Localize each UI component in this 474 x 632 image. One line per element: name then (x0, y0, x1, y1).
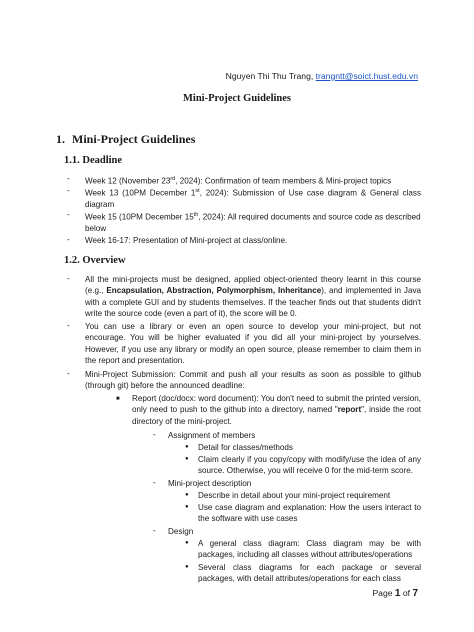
detail-item: Detail for classes/methods (198, 443, 293, 452)
detail-item: Several class diagrams for each package or several packages, with detail attributes/operations for each class (198, 563, 421, 584)
deadline-item: Week 15 (10PM December 15th, 2024): All required documents and source code as described below (85, 212, 421, 233)
bullet-dash: - (67, 210, 70, 219)
bullet-dash: - (67, 321, 70, 330)
bullet-dot: ● (185, 492, 189, 498)
overview-paragraph: Mini-Project Submission: Commit and push all your results as soon as possible to github (through git) before the announced deadline: (85, 370, 421, 391)
bullet-dash: - (153, 526, 156, 535)
overview-paragraph: All the mini-projects must be designed, applied object-oriented theory learnt in this course (e.g., Encapsulation, Abstraction, Polymorphism, Inheritance), and implemented in Java with a complete GUI and by students themselves. If the teacher finds out that students didn't write the source code (even a part of it), the score will be 0. (85, 275, 421, 318)
detail-item: Use case diagram and explanation: How the users interact to the software with use cases (198, 503, 421, 524)
bullet-dash: - (67, 174, 70, 183)
bullet-dash: - (67, 274, 70, 283)
section-title: Mini-Project Guidelines (72, 132, 196, 146)
bullet-dot: ● (185, 504, 189, 510)
subsection-item: Mini-project description (168, 479, 252, 488)
bullet-dash: - (67, 235, 70, 244)
author-name: Nguyen Thi Thu Trang, (225, 71, 314, 81)
bullet-dot: ● (185, 444, 189, 450)
overview-heading: 1.2. Overview (64, 255, 126, 266)
deadline-item: Week 12 (November 23rd, 2024): Confirmation of team members & Mini-project topics (85, 176, 392, 186)
author-line (226, 71, 418, 81)
bullet-dash: - (153, 430, 156, 439)
overview-paragraph: You can use a library or even an open source to develop your mini-project, but not encourage. You will be higher evaluated if you did all your mini-project by yourselves. However, if you use any library or modify an open source, please remember to claim them in the report and presentation. (85, 322, 421, 365)
bullet-dash: - (67, 186, 70, 195)
bullet-dot: ● (185, 564, 189, 570)
page-number: Page 1 of 7 (372, 588, 418, 599)
bullet-dash: - (153, 478, 156, 487)
subsection-item: Assignment of members (168, 431, 256, 440)
detail-item: Describe in detail about your mini-project requirement (198, 491, 391, 500)
author-email-link[interactable]: trangntt@soict.hust.edu.vn (315, 71, 418, 81)
bullet-square: ■ (116, 396, 120, 402)
bullet-dot: ● (185, 456, 189, 462)
deadline-heading: 1.1. Deadline (64, 155, 123, 166)
detail-item: Claim clearly if you copy/copy with modify/use the idea of any source. Otherwise, you will receive 0 for the mid-term score. (198, 455, 421, 476)
document-title: Mini-Project Guidelines (183, 93, 291, 104)
bullet-dot: ● (185, 540, 189, 546)
report-item: Report (doc/docx: word document): You don't need to submit the printed version, only need to push to the github into a directory, named "report", inside the root directory of the mini-project. (132, 394, 421, 426)
deadline-item: Week 13 (10PM December 1st, 2024): Submission of Use case diagram & General class diagram (85, 188, 421, 209)
section-number: 1. (56, 132, 65, 146)
detail-item: A general class diagram: Class diagram may be with packages, including all classes without attributes/operations (198, 539, 421, 560)
subsection-item: Design (168, 527, 194, 536)
deadline-item: Week 16-17: Presentation of Mini-project at class/online. (85, 236, 288, 245)
section-heading (56, 132, 195, 147)
bullet-dash: - (67, 369, 70, 378)
